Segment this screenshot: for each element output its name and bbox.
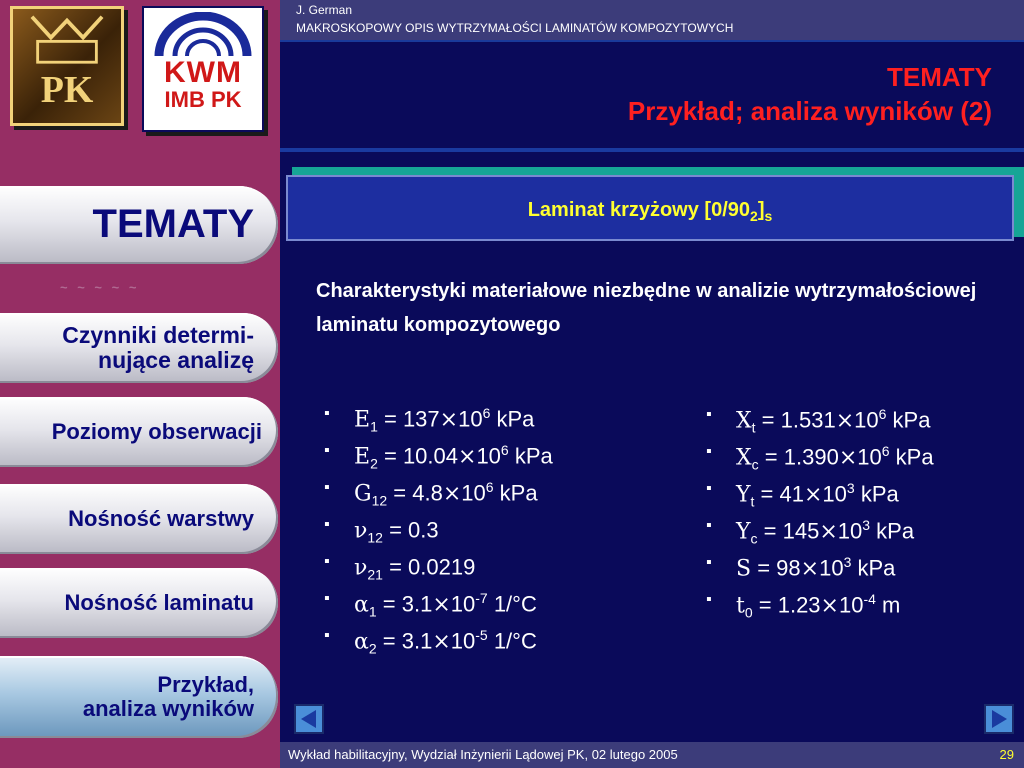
property-item [318,543,553,583]
property-exp: 6 [500,442,509,458]
property-mant: 1.23 [777,592,821,618]
property-sub: 1 [370,418,378,435]
property-op: = [754,481,780,507]
property-times: × [439,407,459,433]
property-op: = [382,517,409,543]
kwm-logo [142,6,264,132]
property-mant: 3.1 [401,628,433,654]
slide-title: TEMATY [887,62,992,92]
property-unit: kPa [889,444,934,470]
property-times: × [803,482,823,508]
property-exp: -4 [863,591,876,607]
footer [0,742,1024,768]
property-sym: X [736,408,752,434]
property-op: = [758,444,784,470]
property-op: = [757,518,783,544]
property-unit: kPa [854,481,899,507]
property-exp: 6 [881,443,890,459]
property-times: × [835,408,855,434]
property-unit: 1/°C [487,628,537,654]
property-base: 10 [461,480,486,506]
property-sym: α [354,629,369,655]
property-sym: G [354,481,372,507]
property-sub: 12 [371,492,388,509]
property-item [318,617,553,657]
property-sym: t [736,593,745,619]
property-op: = [751,555,777,581]
property-sym: Y [736,482,751,508]
property-mant: 41 [779,481,804,507]
sidebar-header-temat[interactable] [0,186,278,264]
property-exp: 6 [878,406,887,422]
property-times: × [432,629,451,655]
property-base: 10 [822,481,847,507]
property-item [318,580,553,620]
property-op: = [755,407,781,433]
property-mant: 1.390 [783,444,839,470]
sidebar-item-nosnosc-warstwy[interactable] [0,484,278,554]
property-item [700,470,934,510]
banner-text: Laminat krzyżowy [0/90 [527,199,751,221]
property-sub: 12 [367,529,383,546]
property-item [318,506,553,546]
property-sub: c [750,530,758,547]
top-bar [280,0,1024,42]
property-sub: 1 [368,603,377,620]
sidebar-item-label: Przykład, analiza wyników [82,672,254,721]
property-mant: 1.531 [780,407,836,433]
title-separator [280,148,1024,152]
course-title: MAKROSKOPOWY OPIS WYTRZYMAŁOŚCI LAMINATÓW KOMPOZYTOWYCH [296,21,734,35]
author: J. German [296,3,353,17]
property-sub: 21 [367,566,383,583]
property-item [700,433,934,473]
property-mant: 10.04 [402,443,458,469]
property-exp: 3 [862,517,871,533]
property-exp: 6 [482,405,491,421]
sidebar-item-czynniki[interactable] [0,313,278,383]
properties-left [318,395,553,657]
property-base: 10 [458,406,483,432]
property-sym: X [736,445,752,471]
property-op: = [377,406,403,432]
property-base: 10 [450,628,476,654]
property-op: = [377,443,403,469]
description: Charakterystyki materiałowe niezbędne w analizie wytrzymałościowej laminatu kompozytowego [316,280,977,336]
property-base: 10 [838,592,864,618]
property-item [700,507,934,547]
banner-close: ] [757,199,765,221]
property-unit: m [875,592,901,618]
property-mant: 4.8 [412,480,443,506]
property-unit: kPa [493,480,538,506]
property-mant: 3.1 [401,591,433,617]
property-unit: kPa [870,518,915,544]
property-sym: E [354,444,371,470]
next-slide-button[interactable] [984,704,1014,734]
property-unit: kPa [490,406,535,432]
sidebar-header-label: TEMATY [92,202,254,247]
banner-sub2: s [764,208,773,224]
property-times: × [432,592,451,618]
laminate-banner [286,175,1014,241]
banner-sub1: 2 [750,208,758,224]
property-base: 10 [854,407,879,433]
sidebar-item-poziomy[interactable] [0,397,278,467]
property-unit: kPa [886,407,931,433]
property-op: = [752,592,778,618]
property-op: = [382,554,409,580]
property-sub: 0 [744,604,753,621]
property-exp: 3 [846,480,855,496]
property-base: 10 [476,443,501,469]
property-op: = [376,591,402,617]
property-op: = [376,628,402,654]
property-mant: 137 [402,406,440,432]
sidebar-watermark: ~ ~ ~ ~ ~ [60,280,140,295]
property-base: 10 [837,518,863,544]
sidebar-item-label: Czynniki determi- nujące analizę [62,322,254,373]
arch-icon [153,12,253,58]
sidebar-item-label: Nośność warstwy [68,506,254,532]
sidebar-item-label: Poziomy obserwacji [51,419,262,445]
property-times: × [838,445,858,471]
sidebar-item-nosnosc-laminatu[interactable] [0,568,278,638]
property-sym: E [354,407,371,433]
property-op: = [387,480,413,506]
property-sym: ν [354,518,368,544]
pk-logo-graphic [13,9,121,123]
property-item [318,432,553,472]
property-mant: 0.0219 [408,554,476,580]
properties-right [700,396,934,621]
footer-text: Wykład habilitacyjny, Wydział Inżynierii Lądowej PK, 02 lutego 2005 [288,747,678,762]
property-mant: 0.3 [408,517,439,543]
property-exp: -7 [475,590,488,606]
property-unit: 1/°C [487,591,537,617]
property-times: × [458,444,477,470]
property-item [700,544,934,581]
property-times: × [442,481,462,507]
property-sym: Y [736,519,751,545]
property-sub: t [750,493,755,510]
property-times: × [820,593,839,619]
property-sub: c [751,456,759,473]
property-exp: 6 [485,479,494,495]
property-exp: -5 [475,627,488,643]
sidebar-item-label: Nośność laminatu [64,590,254,616]
footer-left-band [0,742,280,768]
pk-logo [10,6,124,126]
property-sub: t [751,419,756,436]
right-arrow-icon [986,706,1012,732]
property-times: × [800,556,820,582]
property-sym: ν [354,555,368,581]
left-arrow-icon [296,706,322,732]
pk-logo-text: PK [40,69,94,112]
property-unit: kPa [851,555,896,581]
page-number: 29 [999,747,1014,762]
property-base: 10 [857,444,882,470]
property-item [700,396,934,436]
property-exp: 3 [843,554,852,570]
property-sym: S [736,556,752,582]
property-item [318,395,553,435]
property-unit: kPa [508,443,553,469]
property-sub: 2 [368,640,377,657]
property-base: 10 [450,591,476,617]
property-times: × [819,519,838,545]
previous-slide-button[interactable] [294,704,324,734]
kwm-logo-line1: KWM [164,56,242,89]
property-base: 10 [819,555,844,581]
kwm-logo-line2: IMB PK [164,87,242,112]
property-item [318,469,553,509]
sidebar-item-przyklad[interactable] [0,656,278,738]
property-mant: 145 [782,518,820,544]
property-item [700,581,934,621]
property-sym: α [354,592,369,618]
property-sub: 2 [370,455,378,472]
slide-subtitle: Przykład; analiza wyników (2) [627,96,992,126]
property-mant: 98 [776,555,801,581]
